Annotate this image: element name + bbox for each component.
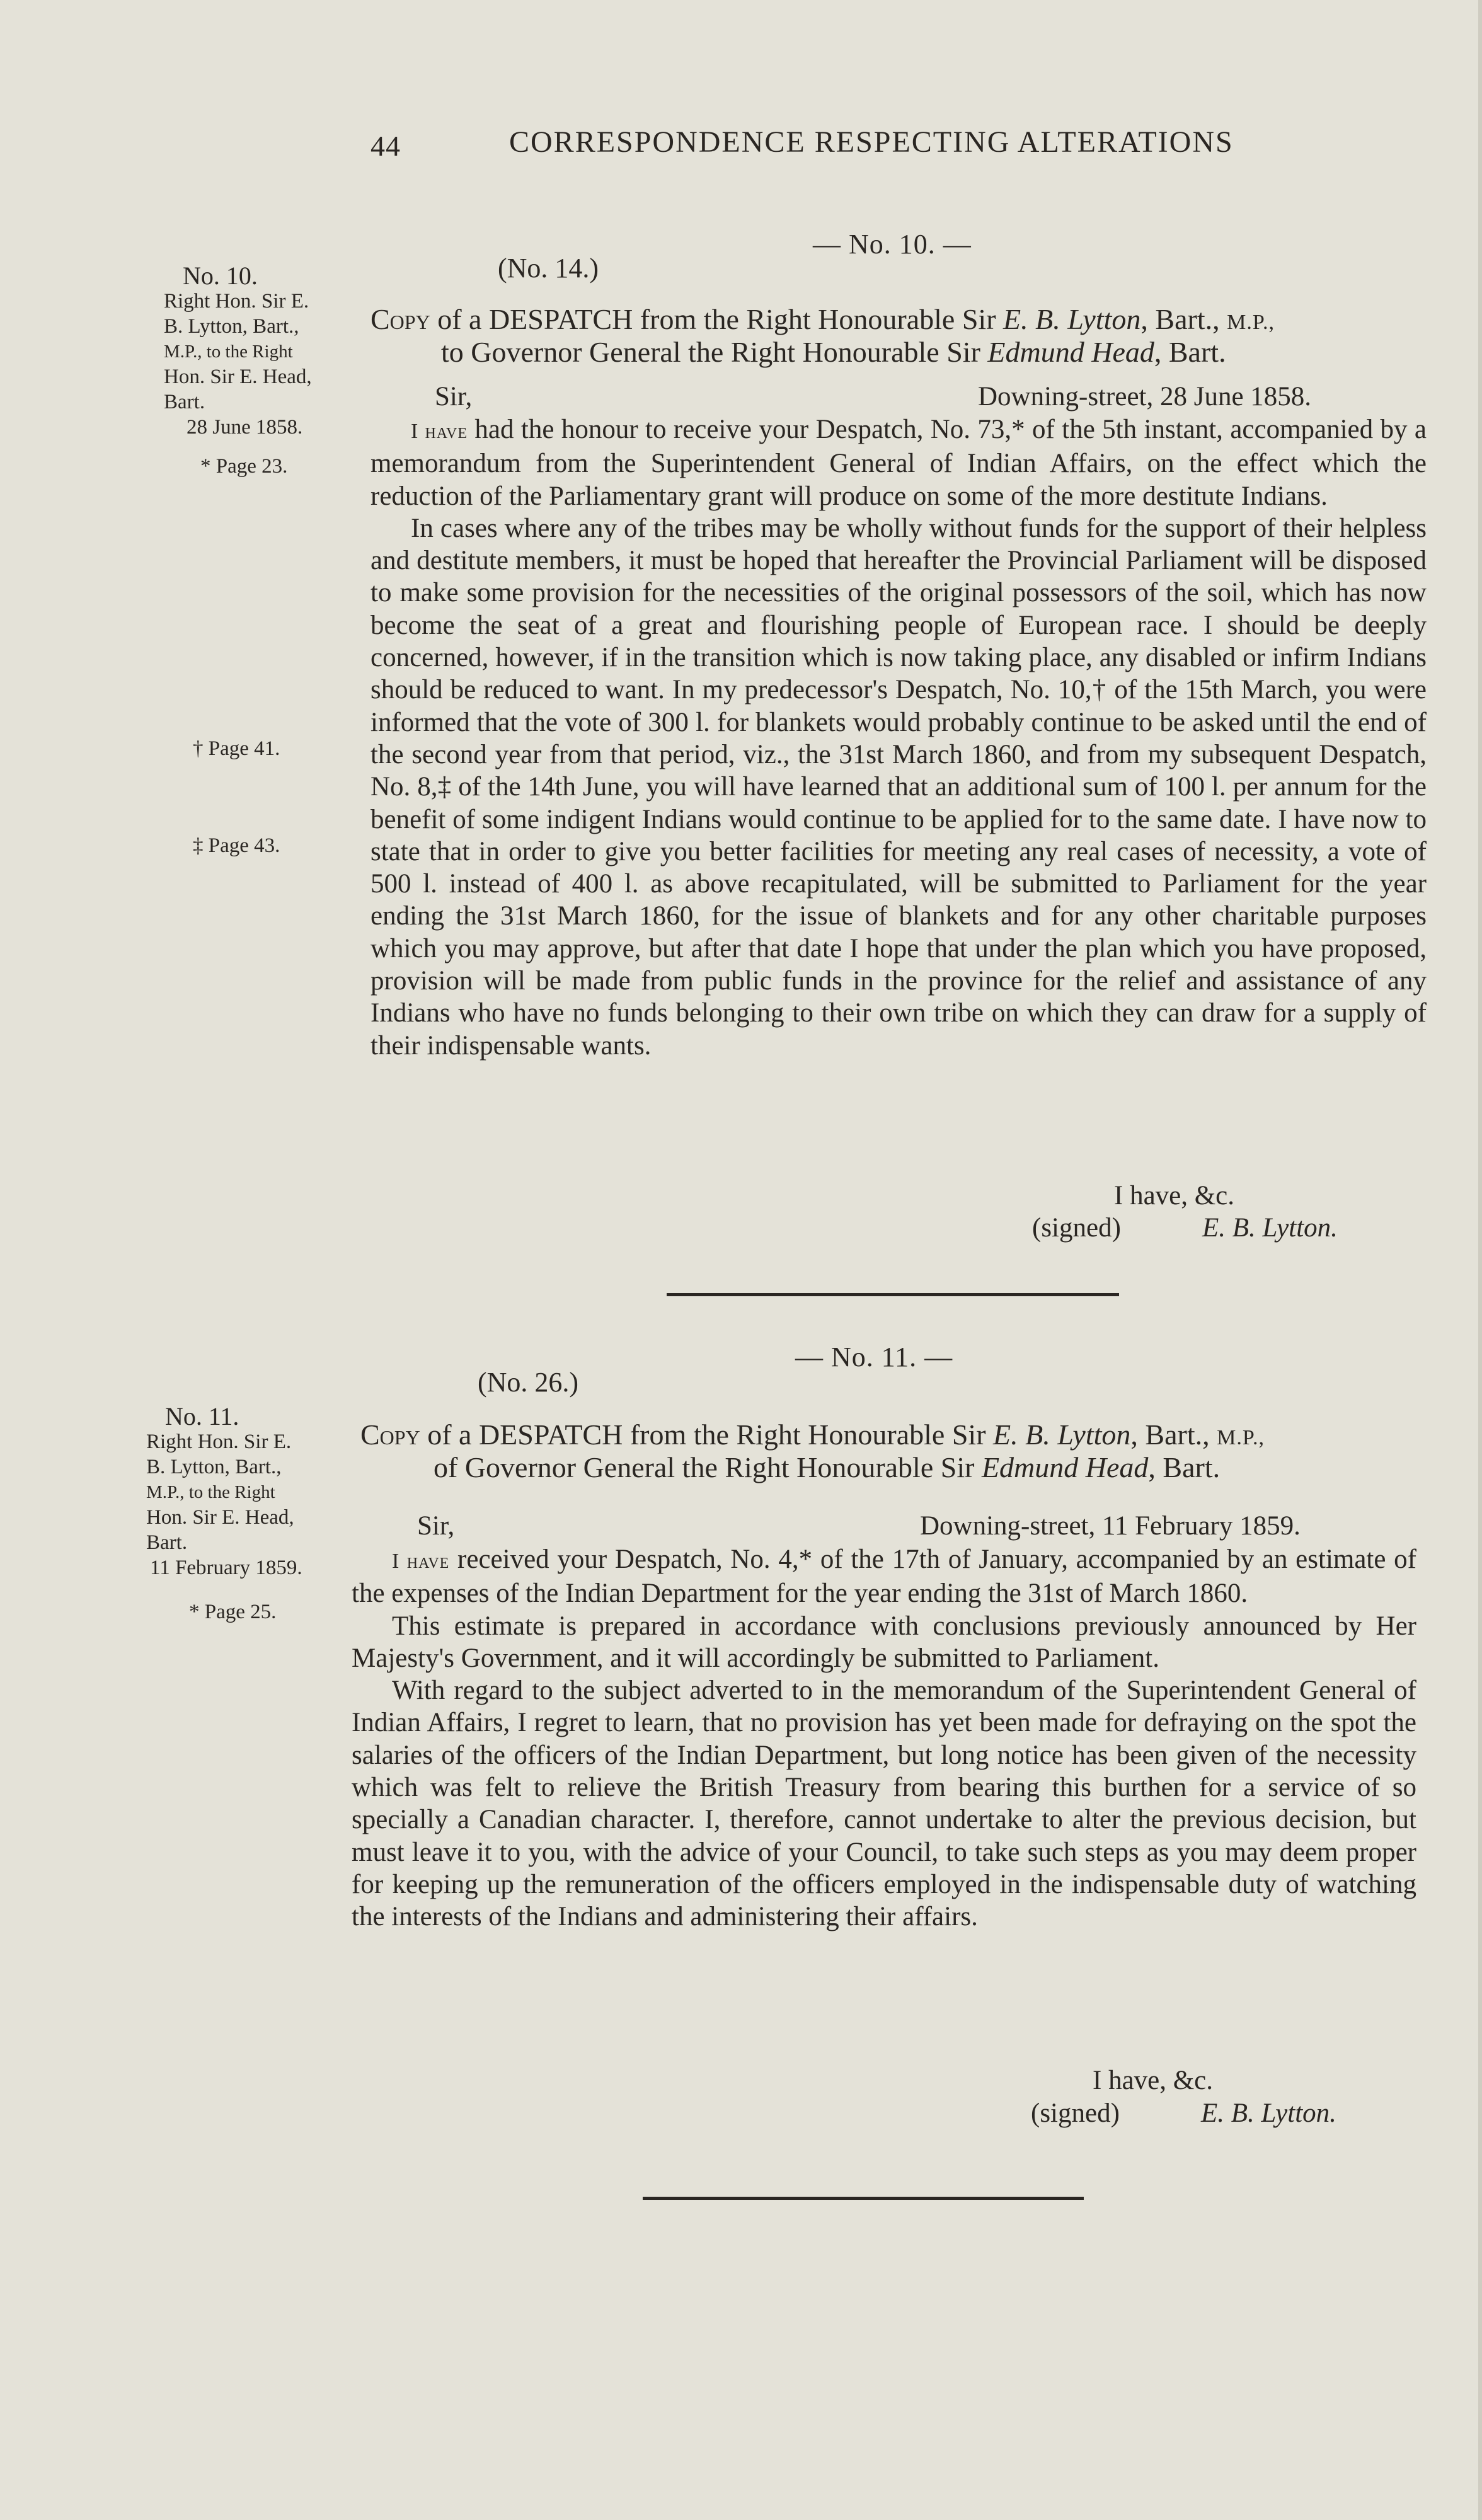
despatch-title-line2 [441,335,1226,369]
closing: I have, &c. [1114,1181,1235,1211]
page-edge [1478,0,1482,2520]
opening-word: I have [411,420,468,443]
author-name: E. B. Lytton [993,1418,1131,1451]
margin-note-line: B. Lytton, Bart., [164,315,299,338]
margin-note [164,263,312,440]
title-mp: M.P., [1227,311,1275,334]
margin-note-line: Bart. [164,391,205,413]
title-mp: M.P., [1217,1426,1265,1449]
section-divider [643,2197,1084,2200]
closing: I have, &c. [1093,2066,1214,2095]
author-name: E. B. Lytton [1003,303,1141,335]
title-text: of a DESPATCH from the Right Honourable Sir [430,303,1004,335]
copy-word: Copy [360,1418,420,1451]
margin-note-line: Right Hon. Sir E. [164,290,309,313]
place-date: Downing-street, 28 June 1858. [978,382,1312,411]
margin-note-number: No. 11. [165,1402,239,1430]
despatch-number-label: (No. 14.) [498,253,599,284]
margin-note-line: M.P., to the Right [164,342,293,362]
signed-label: (signed) [1031,2098,1120,2128]
title-text: of Governor General the Right Honourable Sir [434,1451,982,1483]
title-text: , Bart. [1154,336,1226,368]
despatch-body [352,1543,1416,1933]
despatch-title [360,1418,1265,1451]
margin-note-line: B. Lytton, Bart., [146,1456,282,1478]
title-text: , Bart. [1148,1451,1221,1483]
margin-page-ref: ‡ Page 43. [193,834,280,857]
title-text: to Governor General the Right Honourable Sir [441,336,988,368]
paragraph [370,413,1427,512]
margin-note-number: No. 10. [183,262,258,290]
running-title: CORRESPONDENCE RESPECTING ALTERATIONS [509,125,1234,159]
margin-note-line: Bart. [146,1531,188,1554]
signature: E. B. Lytton. [1201,2098,1336,2128]
recipient-name: Edmund Head [981,1451,1149,1483]
place-date: Downing-street, 11 February 1859. [920,1511,1301,1541]
margin-note [146,1404,302,1580]
margin-note-date: 11 February 1859. [150,1556,302,1579]
opening-word: I have [392,1550,450,1573]
section-heading: — No. 10. — [813,229,972,260]
section-divider [667,1293,1119,1296]
margin-note-line: Hon. Sir E. Head, [146,1506,294,1529]
paragraph [352,1543,1416,1610]
recipient-name: Edmund Head [987,336,1154,368]
paragraph: With regard to the subject adverted to in the memorandum of the Superintendent General of Indian Affairs, I regret to learn, that no provision has yet been made for defraying on the spot the salaries of the officers of the Indian Department, but long notice has been given of the necessity which was felt to relieve the British Treasury from bearing this burthen for a service of so specially a Canadian character. I, therefore, cannot undertake to alter the previous decision, but must leave it to you, with the advice of your Council, to take such steps as you may deem proper for keeping up the remuneration of the officers employed in the indispensable duty of watching the interests of the Indians and administering their affairs. [352,1676,1416,1932]
despatch-title [370,302,1275,336]
paragraph: In cases where any of the tribes may be wholly without funds for the support of their helpless and destitute members, it must be hoped that hereafter the Provincial Parliament will be disposed to make some provision for the necessities of the original possessors of the soil, which has now become the seat of a great and flourishing people of European race. I should be deeply concerned, however, if in the transition which is now taking place, any disabled or infirm Indians should be reduced to want. In my predecessor's Despatch, No. 10,† of the 15th March, you were informed that the vote of 300 l. for blankets would probably continue to be asked until the end of the second year from that period, viz., the 31st March 1860, and from my subsequent Despatch, No. 8,‡ of the 14th June, you will have learned that an additional sum of 100 l. per annum for the benefit of some indigent Indians would continue to be applied for to the same date. I have now to state that in order to give you better facilities for meeting any real cases of necessity, a vote of 500 l. instead of 400 l. as above recapitulated, will be submitted to Parliament for the year ending the 31st March 1860, for the issue of blankets and for any other charitable purposes which you may approve, but after that date I hope that under the plan which you have proposed, provision will be made from public funds in the province for the relief and assistance of any Indians who have no funds belonging to their own tribe on which they can draw for a supply of their indispensable wants. [370,513,1427,1061]
title-text: , Bart., [1140,303,1227,335]
margin-page-ref: * Page 25. [189,1601,277,1623]
page-number: 44 [370,130,401,162]
margin-page-ref: † Page 41. [193,737,280,760]
margin-note-date: 28 June 1858. [187,416,303,439]
margin-note-line: Hon. Sir E. Head, [164,365,312,388]
signature: E. B. Lytton. [1202,1213,1338,1243]
despatch-title-line2 [434,1451,1220,1484]
despatch-number-label: (No. 26.) [478,1367,579,1398]
despatch-body [370,413,1427,1062]
section-heading: — No. 11. — [795,1342,953,1372]
title-text: of a DESPATCH from the Right Honourable Sir [420,1418,994,1451]
salutation: Sir, [435,382,473,411]
title-text: , Bart., [1130,1418,1217,1451]
signed-label: (signed) [1032,1213,1121,1243]
paragraph-text: had the honour to receive your Despatch, No. 73,* of the 5th instant, accompanied by a memorandum from the Superintendent General of Indian Affairs, on the effect which the reduction of the Parliamentary grant will produce on some of the more destitute Indians. [370,415,1427,511]
copy-word: Copy [370,303,430,335]
margin-note-line: Right Hon. Sir E. [146,1430,292,1453]
salutation: Sir, [417,1511,455,1541]
paragraph-text: received your Despatch, No. 4,* of the 17th of January, accompanied by an estimate of the expenses of the Indian Department for the year ending the 31st of March 1860. [352,1545,1416,1609]
margin-page-ref: * Page 23. [200,455,288,478]
paragraph: This estimate is prepared in accordance with conclusions previously announced by Her Majesty's Government, and it will accordingly be submitted to Parliament. [352,1611,1416,1673]
margin-note-line: M.P., to the Right [146,1482,275,1502]
